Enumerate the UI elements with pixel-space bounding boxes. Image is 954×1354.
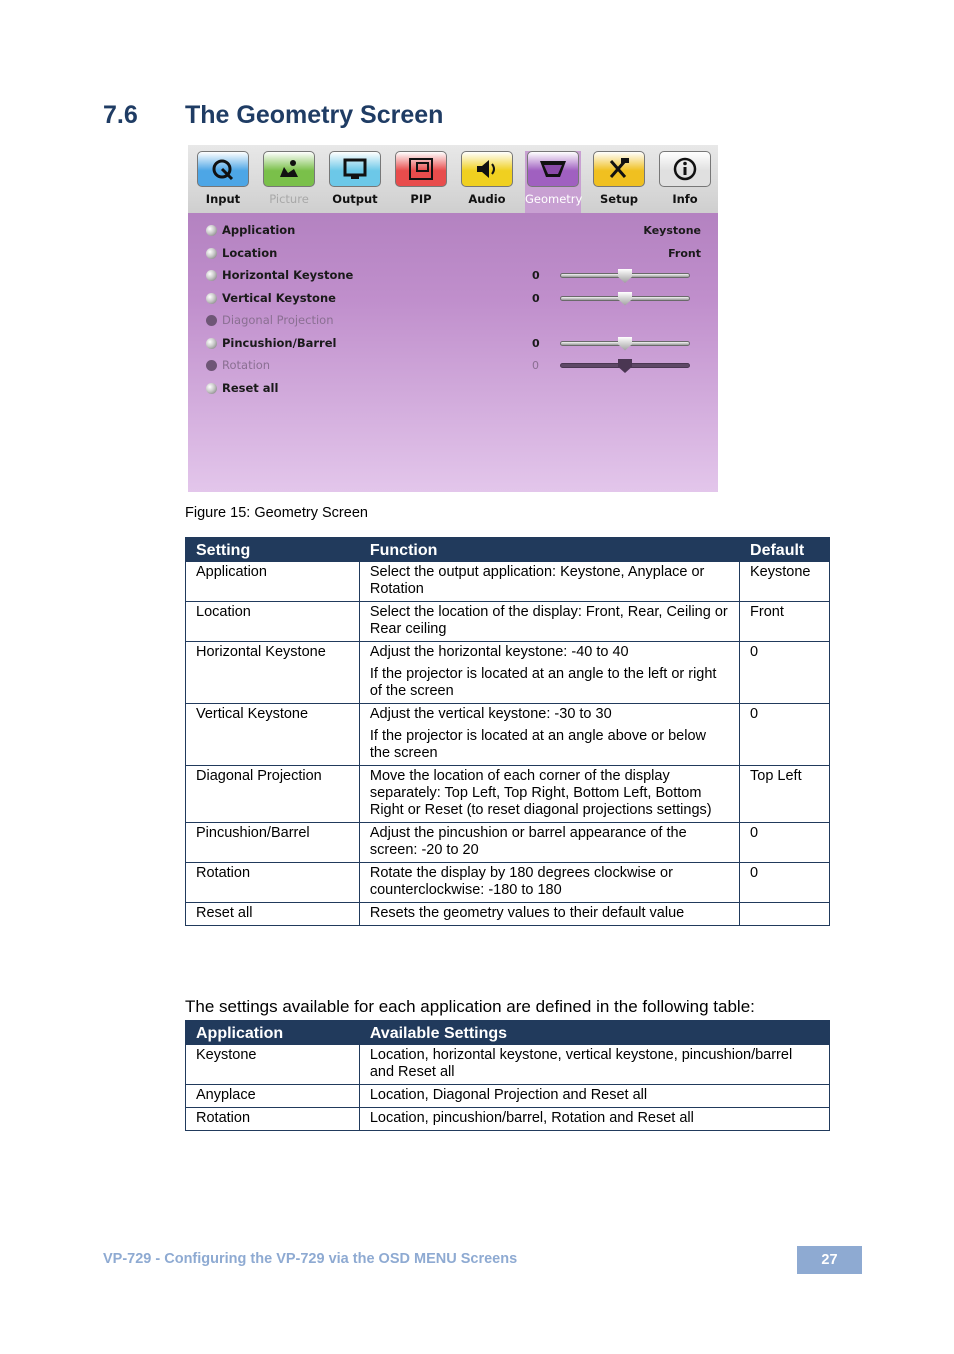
default-cell [740,903,830,926]
bullet-icon [206,270,217,281]
table-row [186,562,830,602]
table-row [186,602,830,642]
default-cell: 0 [740,823,830,863]
function-cell [359,766,739,823]
setup-icon [593,151,645,187]
osd-tab-bar [188,145,718,213]
settings-table-header [186,538,830,562]
audio-icon [461,151,513,187]
table-row [186,863,830,903]
setting-cell: Application [186,562,360,602]
section-number: 7.6 [103,101,138,129]
bullet-icon [206,360,217,371]
function-cell [359,602,739,642]
section-heading [103,101,443,130]
function-text: Move the location of each corner of the display separately: Top Left, Top Right, Bottom Left, Bottom Right or Reset (to reset diagonal projections settings) [369,768,712,818]
function-text: Adjust the pincushion or barrel appearance of the screen: -20 to 20 [369,825,687,858]
tab-label: Info [672,192,698,206]
vertical-keystone-slider[interactable] [560,295,690,303]
footer-title: VP-729 - Configuring the VP-729 via the OSD MENU Screens [103,1251,518,1267]
default-cell: Front [740,602,830,642]
function-text: Adjust the vertical keystone: -30 to 30 [369,706,612,722]
tab-audio[interactable] [459,151,515,209]
available-settings-cell: Location, horizontal keystone, vertical keystone, pincushion/barrel and Reset all [359,1045,829,1085]
info-icon [659,151,711,187]
function-cell [359,562,739,602]
table-row [186,1085,830,1108]
available-settings-cell: Location, pincushion/barrel, Rotation and Reset all [359,1108,829,1131]
table-row [186,823,830,863]
applications-table-header [186,1021,830,1045]
setting-cell: Vertical Keystone [186,704,360,766]
menu-item-number: 0 [532,359,539,372]
default-cell: 0 [740,863,830,903]
horizontal-keystone-slider[interactable] [560,272,690,280]
tab-geometry[interactable] [525,151,581,213]
function-cell [359,903,739,926]
setting-cell: Location [186,602,360,642]
tab-label: Picture [269,192,309,206]
default-cell: 0 [740,704,830,766]
table-row [186,642,830,704]
slider-knob[interactable] [618,269,632,283]
tab-label: Audio [468,192,506,206]
bullet-icon [206,248,217,259]
function-cell [359,823,739,863]
function-text: Resets the geometry values to their default value [369,905,685,921]
tab-output[interactable] [327,151,383,209]
slider-knob [618,359,632,373]
menu-item-label: Vertical Keystone [222,290,336,305]
header-available-settings: Available Settings [359,1021,829,1045]
output-icon [329,151,381,187]
menu-item-label: Application [222,223,296,237]
menu-item-label: Reset all [222,380,279,395]
slider-knob[interactable] [618,337,632,351]
function-text: If the projector is located at an angle above or below the screen [369,728,706,761]
menu-item-horizontal-keystone[interactable] [206,266,706,286]
tab-label: Input [205,192,241,206]
menu-item-label: Horizontal Keystone [222,268,354,282]
table-row [186,903,830,926]
geometry-icon [527,151,579,187]
applications-table [185,1020,830,1131]
application-cell: Rotation [186,1108,360,1131]
tab-label: Setup [600,192,638,206]
function-cell [359,642,739,704]
page-number: 27 [797,1246,862,1274]
default-cell: 0 [740,642,830,704]
header-function: Function [359,538,739,562]
menu-item-number: 0 [532,269,540,282]
menu-item-label: Rotation [222,358,271,372]
application-cell: Anyplace [186,1085,360,1108]
function-text: If the projector is located at an angle to the left or right of the screen [369,666,717,699]
table-row [186,1045,830,1085]
function-text: Rotate the display by 180 degrees clockwise or counterclockwise: -180 to 180 [369,865,673,898]
pincushion-barrel-slider[interactable] [560,340,690,348]
table-row [186,704,830,766]
setting-cell: Rotation [186,863,360,903]
menu-item-label: Pincushion/Barrel [222,335,337,350]
tab-input[interactable] [195,151,251,209]
function-text: Select the output application: Keystone, Anyplace or Rotation [369,564,705,597]
tab-pip[interactable] [393,151,449,209]
rotation-slider [560,362,690,370]
menu-item-value: Keystone [643,224,701,237]
table-row [186,1108,830,1131]
table-row [186,766,830,823]
tab-info[interactable] [657,151,713,209]
slider-knob[interactable] [618,292,632,306]
tab-label: PIP [410,192,432,206]
function-cell [359,704,739,766]
section-title: The Geometry Screen [185,101,444,129]
default-cell: Top Left [740,766,830,823]
geometry-osd-screenshot [188,145,718,492]
function-cell [359,863,739,903]
function-text: Select the location of the display: Front, Rear, Ceiling or Rear ceiling [369,604,728,637]
setting-cell: Horizontal Keystone [186,642,360,704]
menu-item-pincushion-barrel[interactable] [206,334,706,354]
bullet-icon [206,315,217,326]
menu-item-diagonal-projection [206,311,706,331]
settings-table [185,537,830,926]
tab-label: Output [332,192,378,206]
setting-cell: Diagonal Projection [186,766,360,823]
figure-caption: Figure 15: Geometry Screen [185,505,368,521]
bullet-icon [206,338,217,349]
menu-item-label: Diagonal Projection [222,313,334,327]
intro-text: The settings available for each application are defined in the following table: [185,997,755,1016]
menu-item-vertical-keystone[interactable] [206,289,706,309]
header-setting: Setting [186,538,360,562]
tab-picture[interactable] [261,151,317,209]
header-default: Default [740,538,830,562]
menu-item-reset-all[interactable] [206,379,706,399]
function-text: Adjust the horizontal keystone: -40 to 40 [369,644,629,660]
available-settings-cell: Location, Diagonal Projection and Reset all [359,1085,829,1108]
tab-label: Geometry [525,192,583,206]
setting-cell: Pincushion/Barrel [186,823,360,863]
bullet-icon [206,225,217,236]
menu-item-number: 0 [532,291,540,305]
menu-item-label: Location [222,245,278,260]
bullet-icon [206,383,217,394]
bullet-icon [206,293,217,304]
pip-icon [395,151,447,187]
tab-setup[interactable] [591,151,647,209]
application-cell: Keystone [186,1045,360,1085]
menu-item-location[interactable] [206,244,706,264]
default-cell: Keystone [740,562,830,602]
menu-item-application[interactable] [206,221,706,241]
header-application: Application [186,1021,360,1045]
menu-item-value: Front [668,246,701,260]
input-icon [197,151,249,187]
setting-cell: Reset all [186,903,360,926]
picture-icon [263,151,315,187]
menu-item-rotation [206,356,706,376]
menu-item-number: 0 [532,336,540,350]
